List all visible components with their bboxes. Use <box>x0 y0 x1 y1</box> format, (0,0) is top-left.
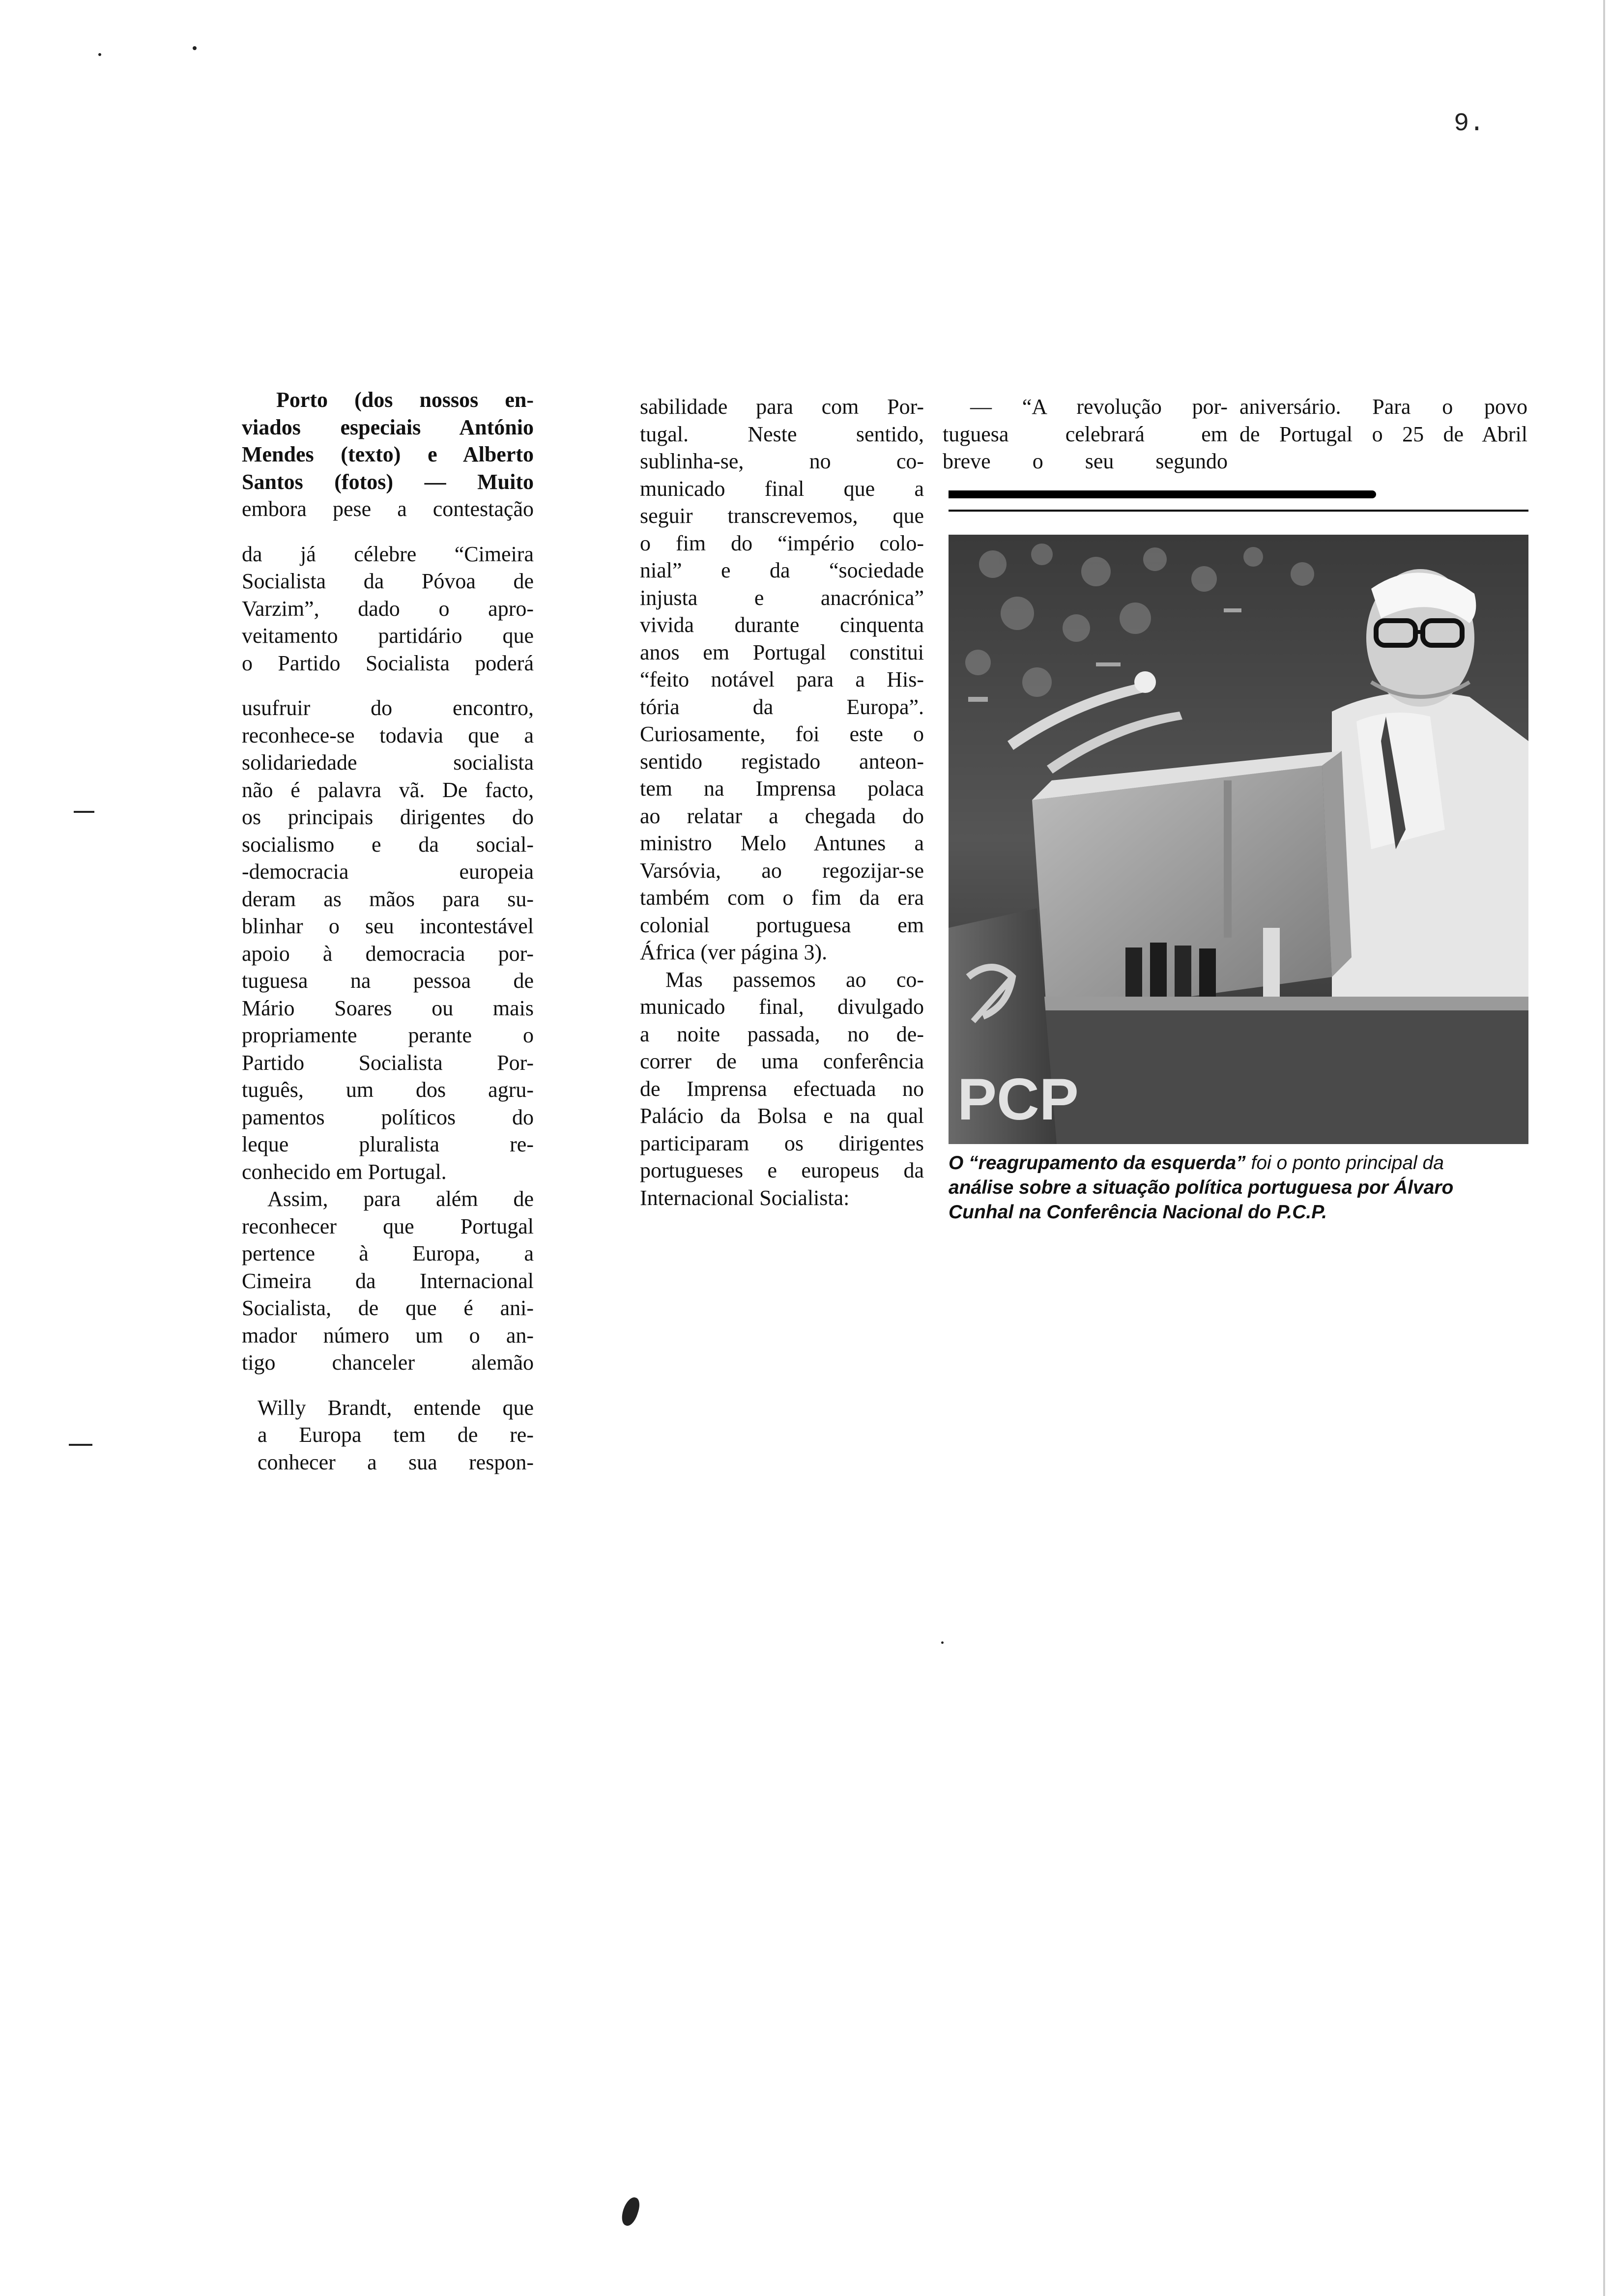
caption-line: análise sobre a situação política portuguesa por Álvaro <box>949 1177 1454 1198</box>
text-line: municado final que a <box>640 476 924 501</box>
text-line: breve o seu segundo <box>943 449 1228 473</box>
text-line: mador número um o an- <box>242 1323 534 1348</box>
text-line: da já célebre “Cimeira <box>242 542 534 566</box>
text-line: conhecido em Portugal. <box>242 1159 447 1184</box>
text-line: sublinha-se, no co- <box>640 449 924 473</box>
text-line: África (ver página 3). <box>640 940 828 964</box>
text-line: conhecer a sua respon- <box>258 1450 534 1474</box>
scan-edge-line <box>1603 0 1605 2296</box>
byline-line: viados especiais António <box>242 415 534 439</box>
text-line: anos em Portugal constitui <box>640 640 924 664</box>
text-line: solidariedade socialista <box>242 750 534 775</box>
text-line: de Portugal o 25 de Abril <box>1239 422 1527 446</box>
speaker-photo <box>949 535 1528 1144</box>
text-line <box>242 468 534 496</box>
article-column-3 <box>943 393 1228 475</box>
text-line: portugueses e europeus da <box>640 1158 924 1182</box>
text-line: Varsóvia, ao regozijar-se <box>640 858 924 883</box>
thin-rule <box>949 510 1528 512</box>
text-line: tuguesa na pessoa de <box>242 969 534 993</box>
text-line: Assim, para além de <box>267 1187 534 1211</box>
text-line: usufruir do encontro, <box>242 696 534 720</box>
text-line: Mas passemos ao co- <box>665 967 924 992</box>
banner-text: PCP <box>957 1066 1079 1132</box>
byline-line: Porto (dos nossos en- <box>276 388 534 412</box>
text-line: seguir transcrevemos, que <box>640 504 924 528</box>
text-line: tugal. Neste sentido, <box>640 422 924 446</box>
text-line: pamentos políticos do <box>242 1105 534 1129</box>
text-line: Mário Soares ou mais <box>242 996 534 1020</box>
text-line: Partido Socialista Por- <box>242 1050 534 1075</box>
text-line: nial” e da “sociedade <box>640 558 924 582</box>
text-line: veitamento partidário que <box>242 624 534 648</box>
page-number: 9. <box>1454 109 1485 138</box>
text-line: embora pese a contestação <box>242 497 534 521</box>
text-line: pertence à Europa, a <box>242 1241 534 1265</box>
text-line: reconhecer que Portugal <box>242 1214 534 1238</box>
text-line: o fim do “império colo- <box>640 531 924 555</box>
text-line: propriamente perante o <box>242 1023 534 1047</box>
text-line: vivida durante cinquenta <box>640 613 924 637</box>
text-line: — “A revolução por- <box>970 395 1228 419</box>
heavy-rule <box>949 490 1376 498</box>
text-line: Curiosamente, foi este o <box>640 722 924 746</box>
article-column-4 <box>1239 393 1527 448</box>
byline-line: Santos (fotos) — Muito <box>242 469 534 494</box>
text-line: socialismo e da social- <box>242 832 534 857</box>
text-line: os principais dirigentes do <box>242 805 534 829</box>
text-line: tuguês, um dos agru- <box>242 1078 534 1102</box>
text-line: reconhece-se todavia que a <box>242 723 534 747</box>
text-line: sentido registado anteon- <box>640 749 924 774</box>
text-line: tória da Europa”. <box>640 694 924 719</box>
text-line: “feito notável para a His- <box>640 667 924 691</box>
scan-dash <box>74 811 94 813</box>
text-line: Socialista, de que é ani- <box>242 1296 534 1320</box>
text-line: aniversário. Para o povo <box>1239 395 1527 419</box>
text-line: a noite passada, no de- <box>640 1022 924 1046</box>
text-line: Palácio da Bolsa e na qual <box>640 1104 924 1128</box>
scan-dash <box>69 1444 92 1446</box>
text-line: blinhar o seu incontestável <box>242 914 534 938</box>
text-line: Willy Brandt, entende que <box>258 1395 534 1420</box>
text-line: Varzim”, dado o apro- <box>242 596 534 621</box>
text-line: -democracia europeia <box>242 860 534 884</box>
text-line: municado final, divulgado <box>640 995 924 1019</box>
text-line: apoio à democracia por- <box>242 941 534 966</box>
text-line: correr de uma conferência <box>640 1049 924 1073</box>
ink-blot <box>619 2195 642 2228</box>
photo-caption <box>949 1151 1533 1225</box>
article-column-2 <box>640 393 924 1211</box>
text-line: não é palavra vã. De facto, <box>242 777 534 802</box>
text-line: tuguesa celebrará em <box>943 422 1228 446</box>
text-line: a Europa tem de re- <box>258 1423 534 1447</box>
text-line: de Imprensa efectuada no <box>640 1076 924 1101</box>
scan-speck <box>941 1641 944 1644</box>
lectern <box>1032 751 1352 1016</box>
caption-line <box>949 1151 1533 1176</box>
text-line: colonial portuguesa em <box>640 913 924 937</box>
caption-line: Cunhal na Conferência Nacional do P.C.P. <box>949 1202 1327 1223</box>
caption-text: foi o ponto principal da <box>1245 1152 1444 1174</box>
scan-speck <box>98 53 101 56</box>
caption-quote: O “reagrupamento da esquerda” <box>949 1152 1246 1174</box>
text-line: deram as mãos para su- <box>242 887 534 911</box>
text-line: o Partido Socialista poderá <box>242 651 534 675</box>
text-line: tigo chanceler alemão <box>242 1350 534 1375</box>
text-line: Socialista da Póvoa de <box>242 569 534 593</box>
text-line: Cimeira da Internacional <box>242 1268 534 1293</box>
article-column-1 <box>242 386 534 1476</box>
scan-speck <box>193 46 197 50</box>
text-line: leque pluralista re- <box>242 1132 534 1156</box>
text-line: sabilidade para com Por- <box>640 395 924 419</box>
byline-line: Mendes (texto) e Alberto <box>242 442 534 466</box>
text-line: Internacional Socialista: <box>640 1185 850 1210</box>
text-line: ministro Melo Antunes a <box>640 831 924 855</box>
text-line: tem na Imprensa polaca <box>640 776 924 801</box>
text-line: participaram os dirigentes <box>640 1131 924 1155</box>
text-line: também com o fim da era <box>640 886 924 910</box>
text-line: ao relatar a chegada do <box>640 804 924 828</box>
text-line: injusta e anacrónica” <box>640 585 924 610</box>
